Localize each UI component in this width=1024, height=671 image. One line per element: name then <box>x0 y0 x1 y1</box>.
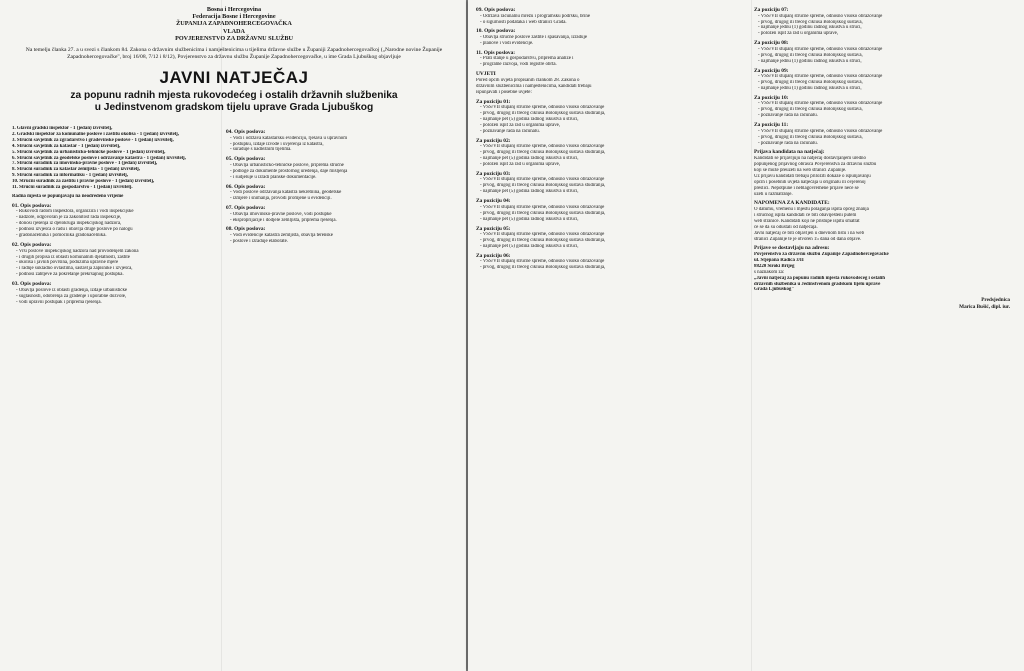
condition-line: - najmanje pet (5) godina radnog iskustva u struci, <box>476 189 748 195</box>
condition-line: - najmanje jednu (1) godinu radnog iskustva u struci, <box>754 25 1016 31</box>
section-heading: NAPOMENA ZA KANDIDATE: <box>754 200 830 207</box>
description-line: - Obavlja stručne poslove zaštite i spašavanja, izrađuje <box>476 35 748 41</box>
position-item: 3. Stručni savjetnik za zgradarstvo i građevinske poslove - 1 (jedan) izvršitelj, <box>12 137 174 143</box>
description-line: - Vodi poslove održavanja katastra nekretnina, geodetske <box>226 190 454 196</box>
description-line: - vodi upravni postupak i priprema rješenja. <box>12 300 220 306</box>
condition-line: - prvog, drugog ili trećeg ciklusa Bolonjskog sustava studiranja, <box>476 111 748 117</box>
section-heading: 05. Opis poslova: <box>226 156 266 163</box>
condition-line: - prvog, drugog ili trećeg ciklusa Bolonjskog sustava studiranja, <box>476 183 748 189</box>
condition-line: - najmanje pet (5) godina radnog iskustva u struci, <box>476 117 748 123</box>
section-heading: Za poziciju 04: <box>476 198 511 205</box>
position-item: 2. Gradski inspektor za komunalne poslove i zaštitu okoliša - 1 (jedan) izvršitelj, <box>12 131 180 137</box>
paragraph-line: Uz prijavu kandidati trebaju priložiti dokaze o ispunjavanju <box>754 173 871 179</box>
condition-line: - prvog, drugog ili trećeg ciklusa Bolonjskog sustava studiranja, <box>476 211 748 217</box>
description-line: - Rukovodi radom inspektora, organizira i vodi inspekcijske <box>12 209 220 215</box>
document-subtitle <box>12 90 456 114</box>
section-heading: Za poziciju 10: <box>754 94 789 101</box>
address-line: „Javni natječaj za popunu radnih mjesta rukovodećeg i ostalih <box>754 275 885 281</box>
section-heading: Prijave se dostavljaju na adresu: <box>754 245 830 252</box>
description-line: - suglasnosti, odobrenja za građenje i uporabne dozvole, <box>12 294 220 300</box>
description-line: - i sudjeluje u izradi planske dokumentacije. <box>226 175 454 181</box>
condition-line: - VSS/VII stupanj stručne spreme, odnosno visoko obrazovanje <box>476 205 748 211</box>
paragraph-line: Javni natječaj će biti objavljen u dnevnom listu i na web <box>754 230 865 236</box>
paragraph-line: web stranice. Kandidati koji ne pristupe ispitu smatrat <box>754 218 860 224</box>
condition-line: - VSS/VII stupanj stručne spreme, odnosno visoko obrazovanje <box>476 177 748 183</box>
section-heading: Za poziciju 01: <box>476 98 511 105</box>
employment-note: Radna mjesta se popunjavaju na neodređeno vrijeme <box>12 193 124 199</box>
condition-line: - prvog, drugog ili trećeg ciklusa Bolonjskog sustava, <box>754 20 1016 26</box>
condition-line: - najmanje pet (5) godina radnog iskustva u struci, <box>476 156 748 162</box>
section-heading: 08. Opis poslova: <box>226 226 266 233</box>
condition-line: - položen ispit za rad u organima uprave, <box>476 123 748 129</box>
condition-line: - VSS/VII stupanj stručne spreme, odnosno visoko obrazovanje <box>754 101 1016 107</box>
condition-line: - prvog, drugog ili trećeg ciklusa Bolonjskog sustava, <box>754 107 1016 113</box>
description-line: - Obavlja urbanističko-tehničke poslove, priprema stručne <box>226 163 454 169</box>
description-line: - Obavlja poslove iz oblasti građenja, izdaje urbanističke <box>12 288 220 294</box>
section-heading: 03. Opis poslova: <box>12 281 52 288</box>
condition-line: - najmanje pet (5) godina radnog iskustva u struci, <box>476 244 748 250</box>
signature-name: Marica Bušić, dipl. iur. <box>959 303 1010 310</box>
signature-block <box>754 297 1016 310</box>
condition-line: - najmanje pet (5) godina radnog iskustva u struci, <box>476 217 748 223</box>
position-item: 6. Stručni savjetnik za geodetske poslove i održavanje katastra - 1 (jedan) izvršitelj, <box>12 155 186 161</box>
section-heading: Za poziciju 03: <box>476 170 511 177</box>
column-1 <box>12 126 220 667</box>
paragraph-line: preslici. Nepotpune i neblagovremene prijave neće se <box>754 185 859 191</box>
section-heading: Za poziciju 07: <box>754 7 789 13</box>
condition-line: - poznavanje rada na računalu. <box>754 113 1016 119</box>
position-item: 5. Stručni savjetnik za urbanističko-tehničke poslove - 1 (jedan) izvršitelj, <box>12 149 166 155</box>
paragraph-line: će se da su odustali od natječaja. <box>754 224 818 230</box>
condition-line: - VSS/VII stupanj stručne spreme, odnosno visoko obrazovanje <box>476 105 748 111</box>
condition-line: - položen ispit za rad u organima uprave, <box>476 162 748 168</box>
description-line: - o sigurnosti podataka i web stranici Grada. <box>476 20 748 26</box>
paragraph-line: O datumu, vremenu i mjestu polaganja ispita općeg znanja <box>754 207 869 212</box>
position-item: 10. Stručni suradnik za zaštitu i pravne poslove - 1 (jedan) izvršitelj, <box>12 179 155 185</box>
section-heading: 09. Opis poslova: <box>476 7 516 13</box>
section-heading: Za poziciju 06: <box>476 252 511 259</box>
address-line: Grada Ljubuškog" <box>754 287 795 293</box>
paragraph-line: Pored općih uvjeta propisanih člankom 28. Zakona o <box>476 77 580 83</box>
section-heading: Za poziciju 05: <box>476 225 511 232</box>
condition-line: - VSS/VII stupanj stručne spreme, odnosno visoko obrazovanje <box>754 14 1016 20</box>
paragraph-line: ispunjavati i posebne uvjete: <box>476 89 532 95</box>
condition-line: - VSS/VII stupanj stručne spreme, odnosno visoko obrazovanje <box>476 232 748 238</box>
document-title: JAVNI NATJEČAJ <box>159 68 309 88</box>
intro-paragraph: Na temelju članka 27. a u svezi s člankom 84. Zakona o državnim službenicima i namještenicima u tijelima državne službe u Županiji Zapadnohercegovačkoj („Narodne novine Županije Zapadnohercegovačke", broj 16/08, 7/12 i 8/12), Povjerenstvo za državnu službu Županije Zapadnohercegovačke, u ime Grada Ljubuškog objavljuje <box>25 47 443 60</box>
condition-line: - VSS/VII stupanj stručne spreme, odnosno visoko obrazovanje <box>754 47 1016 53</box>
condition-line: - prvog, drugog ili trećeg ciklusa Bolonjskog sustava, <box>754 53 1016 59</box>
paragraph-line: i stručnog ispita kandidati će biti obaviješteni putem <box>754 212 857 218</box>
description-line: - i drugih propisa iz oblasti komunalnih djelatnosti, zaštite <box>12 255 220 261</box>
condition-line: - prvog, drugog ili trećeg ciklusa Bolonjskog sustava studiranja, <box>476 150 748 156</box>
description-line: - postupku, izdaje izvode i uvjerenja iz katastra, <box>226 142 454 148</box>
position-item: 11. Stručni suradnik za gospodarstvo - 1 (jedan) izvršitelj. <box>12 185 133 191</box>
description-line: - okoliša i javnih površina, poduzima upravne mjere <box>12 260 220 266</box>
section-heading: 01. Opis poslova: <box>12 202 52 209</box>
column-4 <box>754 4 1016 667</box>
position-item: 8. Stručni suradnik za katastar zemljišta - 1 (jedan) izvršitelj, <box>12 167 141 173</box>
header-line: Federacija Bosne i Hercegovine <box>192 13 276 21</box>
paragraph-line: uzeti u razmatranje. <box>754 191 793 197</box>
subtitle-line: u Jedinstvenom gradskom tijelu uprave Grada Ljubuškog <box>94 102 374 114</box>
description-line: - eksproprijacije i dodjele zemljišta, priprema rješenja. <box>226 218 454 224</box>
condition-line: - prvog, drugog ili trećeg ciklusa Bolonjskog sustava, <box>754 80 1016 86</box>
description-line: - podnosi zahtjeve za pokretanje prekršajnog postupka. <box>12 272 220 278</box>
paragraph-line: stranici Županije te je otvoren 15 dana od dana objave. <box>754 236 862 242</box>
paragraph-line: popunjenog prijavnog obrasca Povjerenstva za državnu službu <box>754 161 877 167</box>
condition-line: - najmanje jednu (1) godinu radnog iskustva u struci, <box>754 86 1016 92</box>
address-line: 88220 Široki Brijeg <box>754 263 795 269</box>
document-page-left <box>0 0 466 671</box>
section-heading: Za poziciju 09: <box>754 67 789 74</box>
description-line: - donosi rješenja iz djelokruga inspekcijskog nadzora, <box>12 221 220 227</box>
signature-role: Predsjednica <box>981 297 1010 304</box>
address-line: ul. Stjepana Radića 3/II <box>754 257 804 263</box>
condition-line: - najmanje jednu (1) godinu radnog iskustva u struci, <box>754 59 1016 65</box>
header-line: Bosna i Hercegovina <box>206 6 262 13</box>
header-line: ŽUPANIJA ZAPADNOHERCEGOVAČKA <box>176 20 292 28</box>
description-line: - nadzore, odgovoran je za zakonitost rada inspekcije, <box>12 215 220 221</box>
position-item: 1. Glavni gradski inspektor - 1 (jedan) izvršitelj, <box>12 126 113 131</box>
condition-line: - VSS/VII stupanj stručne spreme, odnosno visoko obrazovanje <box>476 259 748 265</box>
section-heading: 06. Opis poslova: <box>226 183 266 190</box>
condition-line: - prvog, drugog ili trećeg ciklusa Bolonjskog sustava studiranja, <box>476 265 748 271</box>
description-line: - gradonačelnika i pomoćnika gradonačelnika. <box>12 233 220 239</box>
paragraph-line: državnim službenicima i namještenicima, kandidati trebaju <box>476 83 592 89</box>
condition-line: - poznavanje rada na računalu. <box>476 129 748 135</box>
description-line: - Vodi i održava katastarsku evidenciju, rješava u upravnom <box>226 136 454 142</box>
description-line: - i radnje sukladno ovlastima, sastavlja zapisnike i izvješća, <box>12 266 220 272</box>
description-line: - Održava računalnu mrežu i programsku podršku, brine <box>476 14 748 20</box>
position-item: 4. Stručni savjetnik za katastar - 1 (jedan) izvršitelj, <box>12 143 121 149</box>
description-line: - Prati stanje u gospodarstvu, priprema analize i <box>476 56 748 62</box>
section-heading: 07. Opis poslova: <box>226 205 266 212</box>
section-heading: Za poziciju 08: <box>754 40 789 47</box>
section-heading: 10. Opis poslova: <box>476 28 516 35</box>
document-header <box>12 6 456 42</box>
column-2 <box>226 126 454 667</box>
column-3 <box>476 4 748 667</box>
condition-line: - položen ispit za rad u organima uprave, <box>754 31 1016 37</box>
description-line: - podnosi izvješća o radu i obavlja druge poslove po nalogu <box>12 227 220 233</box>
paragraph-line: Kandidati se prijavljuju na natječaj dostavljanjem uredno <box>754 156 866 162</box>
description-line: - izmjere i snimanja, provodi promjene u evidenciji. <box>226 196 454 202</box>
address-line: državnih službenika u Jedinstvenom gradskom tijelu uprave <box>754 281 881 287</box>
header-line: VLADA <box>222 27 245 35</box>
description-line: - planove i vodi evidencije. <box>476 41 748 47</box>
condition-line: - prvog, drugog ili trećeg ciklusa Bolonjskog sustava, <box>754 135 1016 141</box>
description-line: - surađuje s nadležnim tijelima. <box>226 147 454 153</box>
position-item: 9. Stručni suradnik za informatiku - 1 (jedan) izvršitelj, <box>12 173 129 179</box>
paragraph-line: općih i posebnih uvjeta natječaja u originalu ili ovjerenoj <box>754 179 866 185</box>
section-heading: UVJETI <box>476 71 496 78</box>
description-line: - podloge za dokumente prostornog uređenja, daje mišljenja <box>226 169 454 175</box>
position-item: 7. Stručni suradnik za imovinsko-pravne poslove - 1 (jedan) izvršitelj, <box>12 161 158 167</box>
document-page-right <box>468 0 1024 671</box>
description-line: - Vrši poslove inspekcijskog nadzora nad provođenjem zakona <box>12 249 220 255</box>
description-line: - Obavlja imovinsko-pravne poslove, vodi postupke <box>226 212 454 218</box>
section-heading: 04. Opis poslova: <box>226 129 266 135</box>
description-line: - poslove i izrađuje elaborate. <box>226 239 454 245</box>
header-line: POVJERENSTVO ZA DRŽAVNU SLUŽBU <box>175 34 293 42</box>
section-heading: 11. Opis poslova: <box>476 49 516 56</box>
section-heading: Prijava kandidata na natječaj: <box>754 149 825 156</box>
condition-line: - VSS/VII stupanj stručne spreme, odnosno visoko obrazovanje <box>476 144 748 150</box>
condition-line: - poznavanje rada na računalu. <box>754 141 1016 147</box>
address-line: Povjerenstvo za državnu službu Županije Zapadnohercegovačke <box>754 252 889 258</box>
description-line: - programe razvoja, vodi registre obrta. <box>476 62 748 68</box>
section-heading: 02. Opis poslova: <box>12 242 52 248</box>
condition-line: - prvog, drugog ili trećeg ciklusa Bolonjskog sustava studiranja, <box>476 238 748 244</box>
subtitle-line: za popunu radnih mjesta rukovodećeg i ostalih državnih službenika <box>70 90 398 102</box>
condition-line: - VSS/VII stupanj stručne spreme, odnosno visoko obrazovanje <box>754 74 1016 80</box>
condition-line: - VSS/VII stupanj stručne spreme, odnosno visoko obrazovanje <box>754 129 1016 135</box>
section-heading: Za poziciju 02: <box>476 137 511 144</box>
address-line: s naznakom za: <box>754 269 785 275</box>
section-heading: Za poziciju 11: <box>754 122 789 129</box>
description-line: - Vodi evidencije katastra zemljišta, obavlja terenske <box>226 233 454 239</box>
paragraph-line: koji se može preuzeti na web stranici Županije. <box>754 167 847 173</box>
